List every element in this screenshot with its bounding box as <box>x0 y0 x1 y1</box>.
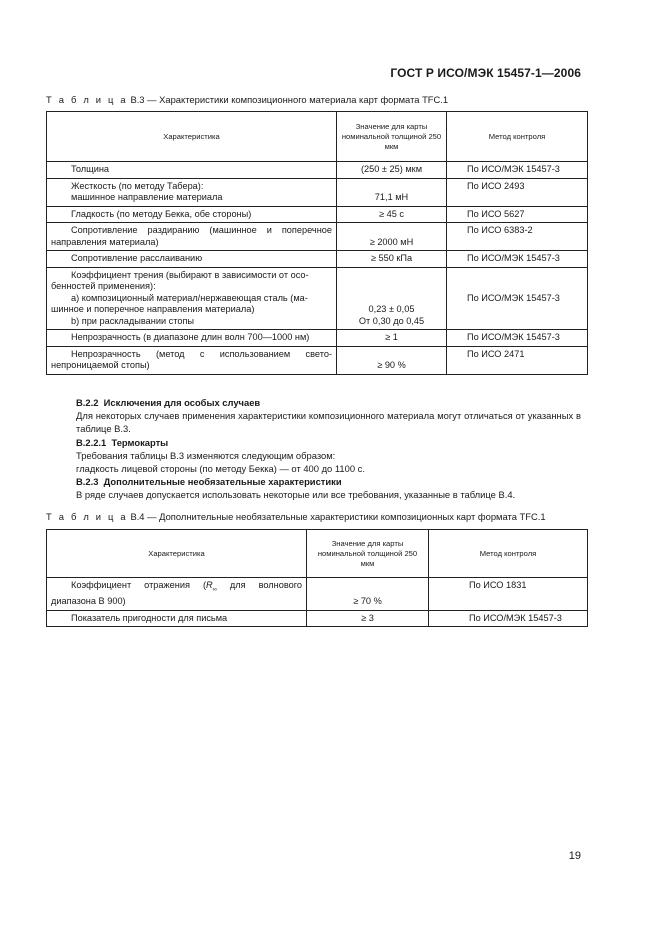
row-value: ≥ 1 <box>337 330 447 347</box>
table-row <box>47 330 588 347</box>
row-method: По ИСО 6383-2 <box>447 223 588 251</box>
row-value: ≥ 3 <box>307 610 429 627</box>
table-row <box>47 610 588 627</box>
b22-heading: В.2.2 Исключения для особых случаев <box>76 397 261 408</box>
table3-caption <box>46 94 448 105</box>
page-number: 19 <box>568 850 581 862</box>
row-method: По ИСО/МЭК 15457-3 <box>447 251 588 268</box>
table4-col-method: Метод контроля <box>429 530 588 578</box>
row-method: По ИСО 5627 <box>447 206 588 223</box>
b221-paragraph-1: Требования таблицы В.3 изменяются следующим образом: <box>76 449 336 461</box>
table4-header-row <box>47 530 588 578</box>
b221-paragraph-2: гладкость лицевой стороны (по методу Бекка) — от 400 до 1100 с. <box>76 463 365 475</box>
b23-heading: В.2.3 Дополнительные необязательные характеристики <box>76 476 342 488</box>
row-characteristic: Показатель пригодности для письма <box>47 610 307 627</box>
table3-col-char: Характеристика <box>47 112 337 162</box>
table4-col-char: Характеристика <box>47 530 307 578</box>
row-method: По ИСО/МЭК 15457-3 <box>429 610 588 627</box>
table3-caption-word: Т а б л и ц а <box>46 94 128 105</box>
table4-col-value: Значение для карты номинальной толщиной 250 мкм <box>307 530 429 578</box>
row-value: ≥ 45 с <box>337 206 447 223</box>
table4-caption-word: Т а б л и ц а <box>46 511 128 522</box>
table-row <box>47 578 588 611</box>
row-value: ≥ 2000 мН <box>337 223 447 251</box>
row-characteristic: Толщина <box>47 162 337 179</box>
table-row <box>47 251 588 268</box>
table-row <box>47 346 588 374</box>
table4-caption-text: В.4 — Дополнительные необязательные характеристики композиционных карт формата TFC.1 <box>130 511 546 522</box>
row-characteristic: Сопротивление раздиранию (машинное и поперечное направления материала) <box>47 223 337 251</box>
table3-col-value: Значение для карты номинальной толщиной 250 мкм <box>337 112 447 162</box>
row-characteristic: Сопротивление расслаиванию <box>47 251 337 268</box>
row-value: ≥ 550 кПа <box>337 251 447 268</box>
table-row <box>47 223 588 251</box>
table-row <box>47 162 588 179</box>
row-characteristic: Коэффициент отражения ($R_\infty$ для волнового диапазона В 900) <box>47 578 307 611</box>
row-characteristic: Гладкость (по методу Бекка, обе стороны) <box>47 206 337 223</box>
table3-col-method: Метод контроля <box>447 112 588 162</box>
row-value: (250 ± 25) мкм <box>337 162 447 179</box>
table-row <box>47 267 588 330</box>
table4-caption <box>46 511 546 522</box>
table-row <box>47 206 588 223</box>
b221-heading: В.2.2.1 Термокарты <box>76 436 169 448</box>
row-value: 0,23 ± 0,05 От 0,30 до 0,45 <box>337 267 447 330</box>
row-value: ≥ 70 % <box>307 578 429 611</box>
b22-paragraph: Для некоторых случаев применения характеристики композиционного материала могут отличаться от указанных в таблице В.3. <box>76 410 581 435</box>
row-characteristic: Коэффициент трения (выбирают в зависимости от осо- бенностей применения): а) композиционный материал/нержавеющая сталь (ма- шинное и поперечное направления материала) b) при раскладывании стопы <box>47 267 337 330</box>
section-b22 <box>46 396 581 502</box>
row-value: 71,1 мН <box>337 178 447 206</box>
row-characteristic: Непрозрачность (в диапазоне длин волн 700—1000 нм) <box>47 330 337 347</box>
row-characteristic: Непрозрачность (метод с использованием свето- непроницаемой стопы) <box>47 346 337 374</box>
row-method: По ИСО/МЭК 15457-3 <box>447 162 588 179</box>
row-characteristic: Жесткость (по методу Табера): машинное направление материала <box>47 178 337 206</box>
b23-paragraph: В ряде случаев допускается использовать некоторые или все требования, указанные в таблице В.4. <box>76 489 516 501</box>
row-method: По ИСО 2493 <box>447 178 588 206</box>
document-id: ГОСТ Р ИСО/МЭК 15457-1—2006 <box>390 66 581 80</box>
row-value: ≥ 90 % <box>337 346 447 374</box>
table3-header-row <box>47 112 588 162</box>
row-method: По ИСО 1831 <box>429 578 588 611</box>
table4 <box>46 529 588 627</box>
row-method: По ИСО 2471 <box>447 346 588 374</box>
table3 <box>46 111 588 375</box>
table-row <box>47 178 588 206</box>
row-method: По ИСО/МЭК 15457-3 <box>447 330 588 347</box>
table3-caption-text: В.3 — Характеристики композиционного материала карт формата TFC.1 <box>130 94 449 105</box>
row-method: По ИСО/МЭК 15457-3 <box>447 267 588 330</box>
